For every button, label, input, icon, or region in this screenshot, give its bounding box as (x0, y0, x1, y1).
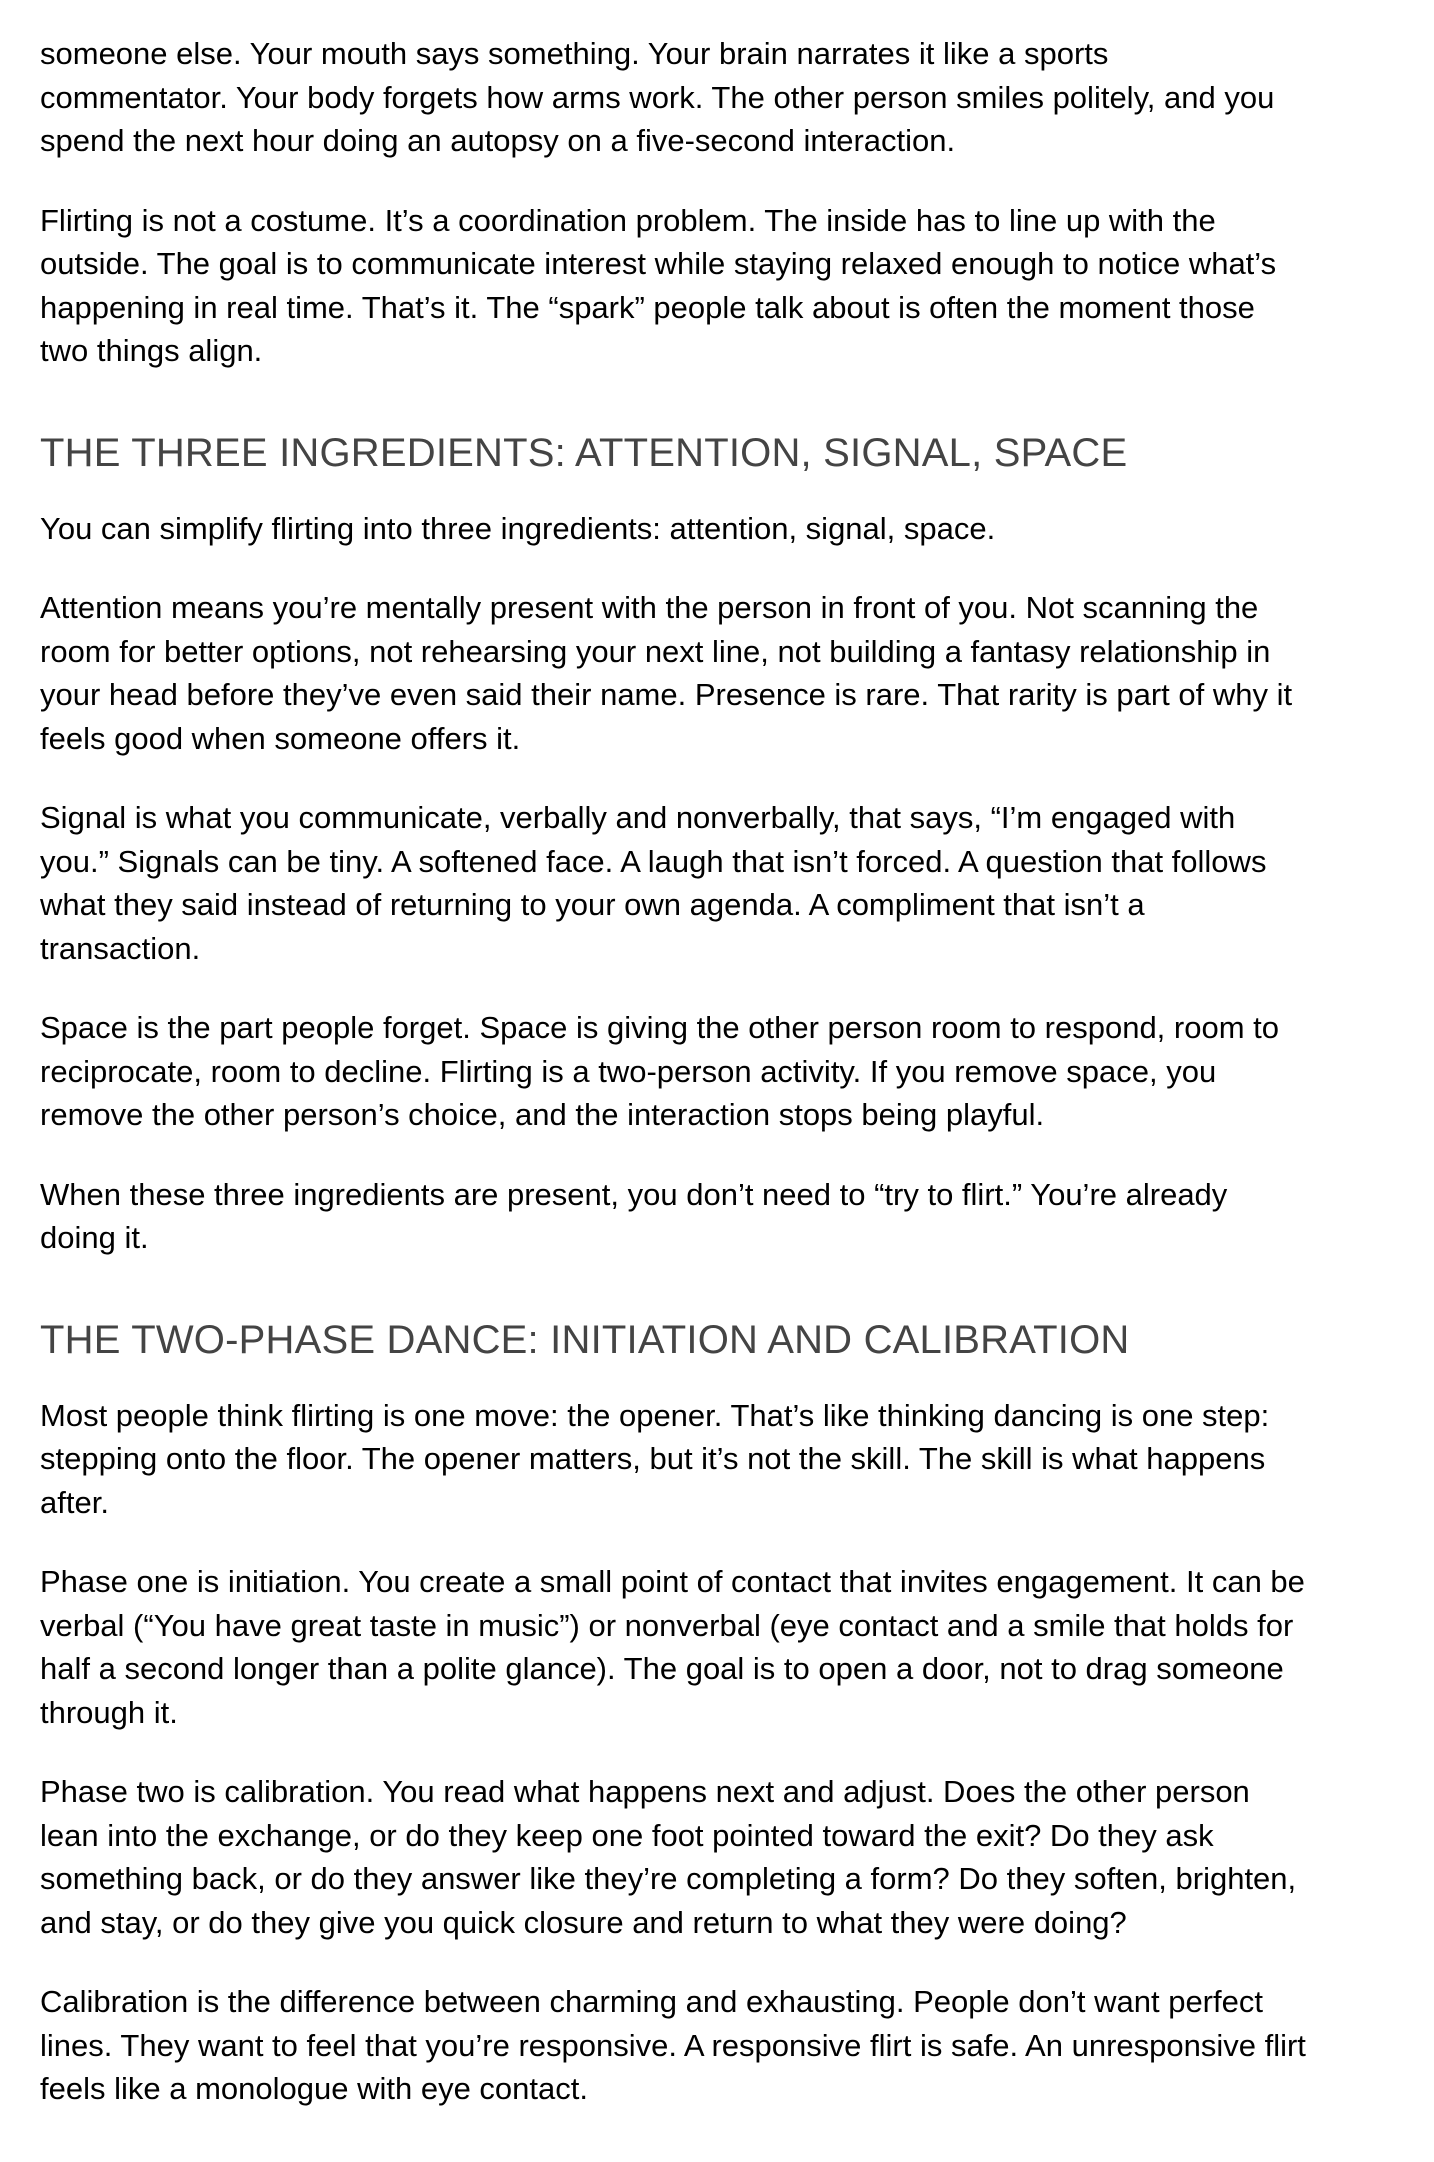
paragraph-opener: Most people think flirting is one move: the opener. That’s like thinking dancing is one step: stepping onto the floor. The opener matters, but it’s not the skill. The skill is what happens after. (40, 1397, 1270, 1520)
paragraph-phase-one: Phase one is initiation. You create a small point of contact that invites engagement. It can be verbal (“You have great taste in music”) or nonverbal (eye contact and a smile that holds for half a second longer than a polite glance). The goal is to open a door, not to drag someone through it. (40, 1564, 1305, 1730)
paragraph-intro-1: someone else. Your mouth says something. Your brain narrates it like a sports commentator. Your body forgets how arms work. The other person smiles politely, and you spend the next hour doing an autopsy on a five-second interaction. (40, 36, 1275, 158)
section-heading-two-phase-dance: THE TWO-PHASE DANCE: INITIATION AND CALIBRATION (40, 1317, 1130, 1362)
paragraph-signal: Signal is what you communicate, verbally and nonverbally, that says, “I’m engaged with you.” Signals can be tiny. A softened face. A laugh that isn’t forced. A question that follows what they said instead of returning to your own agenda. A compliment that isn’t a transaction. (40, 800, 1267, 966)
paragraph-ingredients-summary: You can simplify flirting into three ingredients: attention, signal, space. (40, 510, 996, 546)
paragraph-ingredients-conclusion: When these three ingredients are present, you don’t need to “try to flirt.” You’re already doing it. (40, 1176, 1228, 1255)
paragraph-attention: Attention means you’re mentally present with the person in front of you. Not scanning the room for better options, not rehearsing your next line, not building a fantasy relationship in your head before they’ve even said their name. Presence is rare. That rarity is part of why it feels good when someone offers it. (40, 590, 1293, 756)
section-heading-three-ingredients: THE THREE INGREDIENTS: ATTENTION, SIGNAL, SPACE (40, 430, 1128, 475)
paragraph-calibration: Calibration is the difference between charming and exhausting. People don’t want perfect lines. They want to feel that you’re responsive. A responsive flirt is safe. An unresponsive flirt feels like a monologue with eye contact. (40, 1984, 1306, 2106)
paragraph-space: Space is the part people forget. Space is giving the other person room to respond, room to reciprocate, room to decline. Flirting is a two-person activity. If you remove space, you remove the other person’s choice, and the interaction stops being playful. (40, 1010, 1280, 1132)
paragraph-phase-two: Phase two is calibration. You read what happens next and adjust. Does the other person lean into the exchange, or do they keep one foot pointed toward the exit? Do they ask something back, or do they answer like they’re completing a form? Do they soften, brighten, and stay, or do they give you quick closure and return to what they were doing? (40, 1774, 1297, 1940)
paragraph-intro-2: Flirting is not a costume. It’s a coordination problem. The inside has to line up with the outside. The goal is to communicate interest while staying relaxed enough to notice what’s happening in real time. That’s it. The “spark” people talk about is often the moment those two things align. (40, 202, 1277, 368)
